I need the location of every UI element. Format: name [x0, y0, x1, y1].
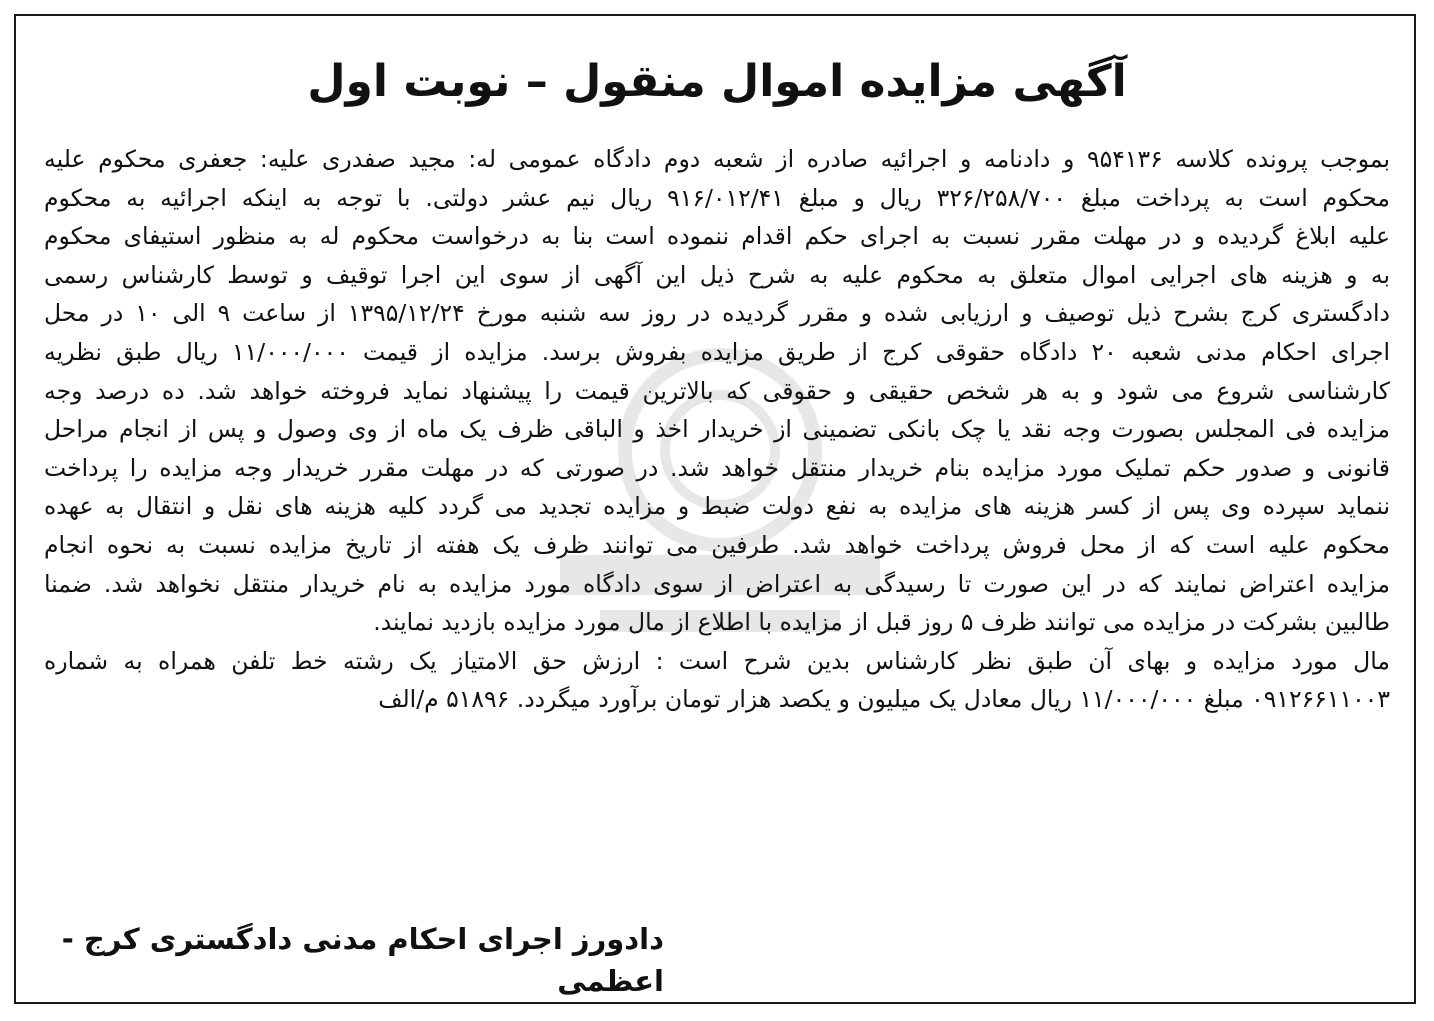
body-line: ننماید سپرده وی پس از کسر هزینه های مزایده به نفع دولت ضبط و مزایده تجدید می گردد کلیه هزینه های نقل و انتقال به عهده	[44, 492, 1390, 521]
body-line: ۰۹۱۲۶۶۱۱۰۰۳ مبلغ ۱۱/۰۰۰/۰۰۰ ریال معادل یک میلیون و یکصد هزار تومان برآورد میگردد. ۵۱۸۹۶ م/الف	[378, 685, 1390, 714]
body-line: علیه ابلاغ گردیده و در مهلت مقرر نسبت به اجرای حکم اقدام ننموده است بنا به درخواست محکوم له به منظور استیفای محکوم	[44, 222, 1390, 251]
body-line: محکوم علیه است که از محل فروش پرداخت خواهد شد. طرفین می توانند ظرف یک هفته از تاریخ مزایده نسبت به نحوه انجام	[44, 530, 1390, 559]
body-line: قانونی و صدور حکم تملیک مورد مزایده بنام خریدار منتقل خواهد شد. در صورتی که در مهلت مقرر خریدار وجه مزایده را پرداخت	[44, 453, 1390, 482]
body-line: طالبین بشرکت در مزایده می توانند ظرف ۵ روز قبل از مزایده با اطلاع از مال مورد مزایده بازدید نمایند.	[373, 608, 1390, 637]
body-line: بموجب پرونده کلاسه ۹۵۴۱۳۶ و دادنامه و اجرائیه صادره از شعبه دوم دادگاه عمومی له: مجید صفدری علیه: جعفری محکوم علیه	[44, 145, 1390, 173]
body-line: دادگستری کرج بشرح ذیل توصیف و ارزیابی شده و مقرر گردیده در روز سه شنبه مورخ ۱۳۹۵/۱۲/۲۴ از ساعت ۹ الی ۱۰ در محل	[44, 299, 1390, 328]
body-line: مزایده فی المجلس بصورت وجه نقد یا چک بانکی تضمینی از خریدار اخذ و الباقی ظرف یک ماه از وی وصول و پس از انجام مراحل	[44, 415, 1390, 444]
notice-body	[44, 140, 1390, 719]
body-line: مزایده اعتراض نمایند که در این صورت تا رسیدگی به اعتراض از سوی دادگاه مورد مزایده به نام خریدار منتقل نخواهد شد. ضمنا	[44, 569, 1390, 598]
body-line: محکوم است به پرداخت مبلغ ۳۲۶/۲۵۸/۷۰۰ ریال و مبلغ ۹۱۶/۰۱۲/۴۱ ریال نیم عشر دولتی. با توجه به اینکه اجرائیه به محکوم	[44, 183, 1390, 212]
body-line: به و هزینه های اجرایی اموال متعلق به محکوم علیه به شرح ذیل این آگهی از سوی این اجرا توقیف و توسط کارشناس رسمی	[44, 260, 1390, 289]
body-line: مال مورد مزایده و بهای آن طبق نظر کارشناس بدین شرح است : ارزش حق الامتیاز یک رشته خط تلفن همراه به شماره	[44, 646, 1390, 675]
signature: دادورز اجرای احکام مدنی دادگستری کرج - اعظمی	[61, 922, 664, 998]
notice-title: آگهی مزایده اموال منقول – نوبت اول	[307, 56, 1127, 107]
body-line: اجرای احکام مدنی شعبه ۲۰ دادگاه حقوقی کرج از طریق مزایده بفروش برسد. مزایده از قیمت ۱۱/۰۰۰/۰۰۰ ریال طبق نظریه	[44, 337, 1390, 366]
body-line: کارشناسی شروع می شود و به هر شخص حقیقی و حقوقی که بالاترین قیمت را پیشنهاد نماید فروخته خواهد شد. ده درصد وجه	[44, 376, 1390, 405]
